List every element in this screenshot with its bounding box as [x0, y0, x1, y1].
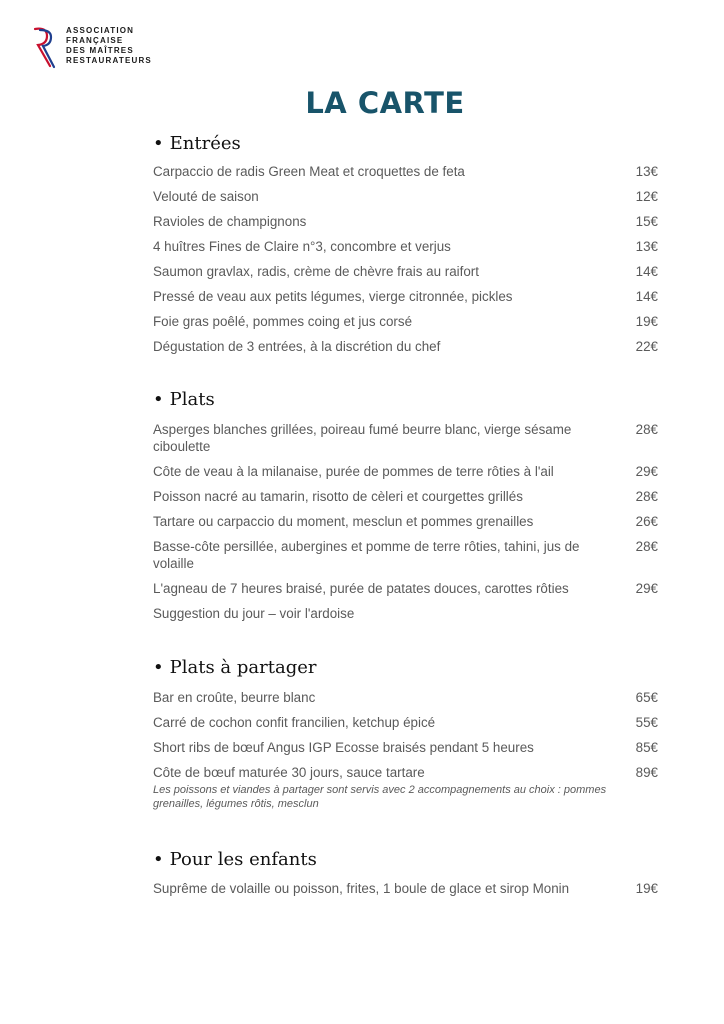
bullet-icon: •	[153, 657, 164, 678]
association-logo	[32, 26, 152, 70]
menu-item: Tartare ou carpaccio du moment, mesclun et pommes grenailles 26€	[153, 514, 658, 529]
logo-line: FRANÇAISE	[66, 36, 124, 45]
menu-item: Poisson nacré au tamarin, risotto de cèleri et courgettes grillés 28€	[153, 489, 658, 504]
menu-item: Dégustation de 3 entrées, à la discrétion du chef 22€	[153, 339, 658, 354]
maitres-restaurateurs-r-icon	[32, 26, 56, 70]
logo-line: DES MAÎTRES	[66, 46, 134, 55]
menu-item: Côte de veau à la milanaise, purée de pommes de terre rôties à l'ail 29€	[153, 464, 658, 479]
menu-item: Short ribs de bœuf Angus IGP Ecosse braisés pendant 5 heures 85€	[153, 740, 658, 755]
bullet-icon: •	[153, 133, 164, 154]
section-enfants	[153, 847, 658, 905]
section-title: • Plats à partager	[153, 657, 317, 678]
menu-item: Côte de bœuf maturée 30 jours, sauce tartare 89€	[153, 765, 658, 780]
section-entrees	[153, 131, 658, 363]
page-title: LA CARTE	[305, 86, 465, 120]
menu-item: Pressé de veau aux petits légumes, vierge citronnée, pickles 14€	[153, 289, 658, 304]
menu-item: Bar en croûte, beurre blanc 65€	[153, 690, 658, 705]
menu-item: Suprême de volaille ou poisson, frites, 1 boule de glace et sirop Monin 19€	[153, 881, 658, 896]
menu-item: Carpaccio de radis Green Meat et croquettes de feta 13€	[153, 164, 658, 179]
accompaniment-note: Les poissons et viandes à partager sont servis avec 2 accompagnements au choix : pommes grenailles, légumes rôtis, mesclun	[153, 784, 607, 810]
menu-item: Velouté de saison 12€	[153, 189, 658, 204]
bullet-icon: •	[153, 849, 164, 870]
logo-text	[66, 26, 152, 66]
menu-item: Basse-côte persillée, aubergines et pomme de terre rôties, tahini, jus de volaille 28€	[153, 539, 658, 571]
section-plats	[153, 387, 658, 630]
menu-item: Foie gras poêlé, pommes coing et jus corsé 19€	[153, 314, 658, 329]
menu-item: Suggestion du jour – voir l'ardoise	[153, 606, 355, 621]
menu-item: Ravioles de champignons 15€	[153, 214, 658, 229]
logo-line: ASSOCIATION	[66, 26, 135, 35]
menu-item: Carré de cochon confit francilien, ketchup épicé 55€	[153, 715, 658, 730]
section-title: • Pour les enfants	[153, 849, 317, 870]
section-plats-a-partager	[153, 655, 658, 811]
menu-item: Saumon gravlax, radis, crème de chèvre frais au raifort 14€	[153, 264, 658, 279]
section-title: • Plats	[153, 389, 215, 410]
section-title: • Entrées	[153, 133, 241, 154]
menu-item: L'agneau de 7 heures braisé, purée de patates douces, carottes rôties 29€	[153, 581, 658, 596]
logo-line: RESTAURATEURS	[66, 56, 152, 65]
menu-item: Asperges blanches grillées, poireau fumé beurre blanc, vierge sésame ciboulette 28€	[153, 422, 658, 454]
menu-item: 4 huîtres Fines de Claire n°3, concombre et verjus 13€	[153, 239, 658, 254]
bullet-icon: •	[153, 389, 164, 410]
